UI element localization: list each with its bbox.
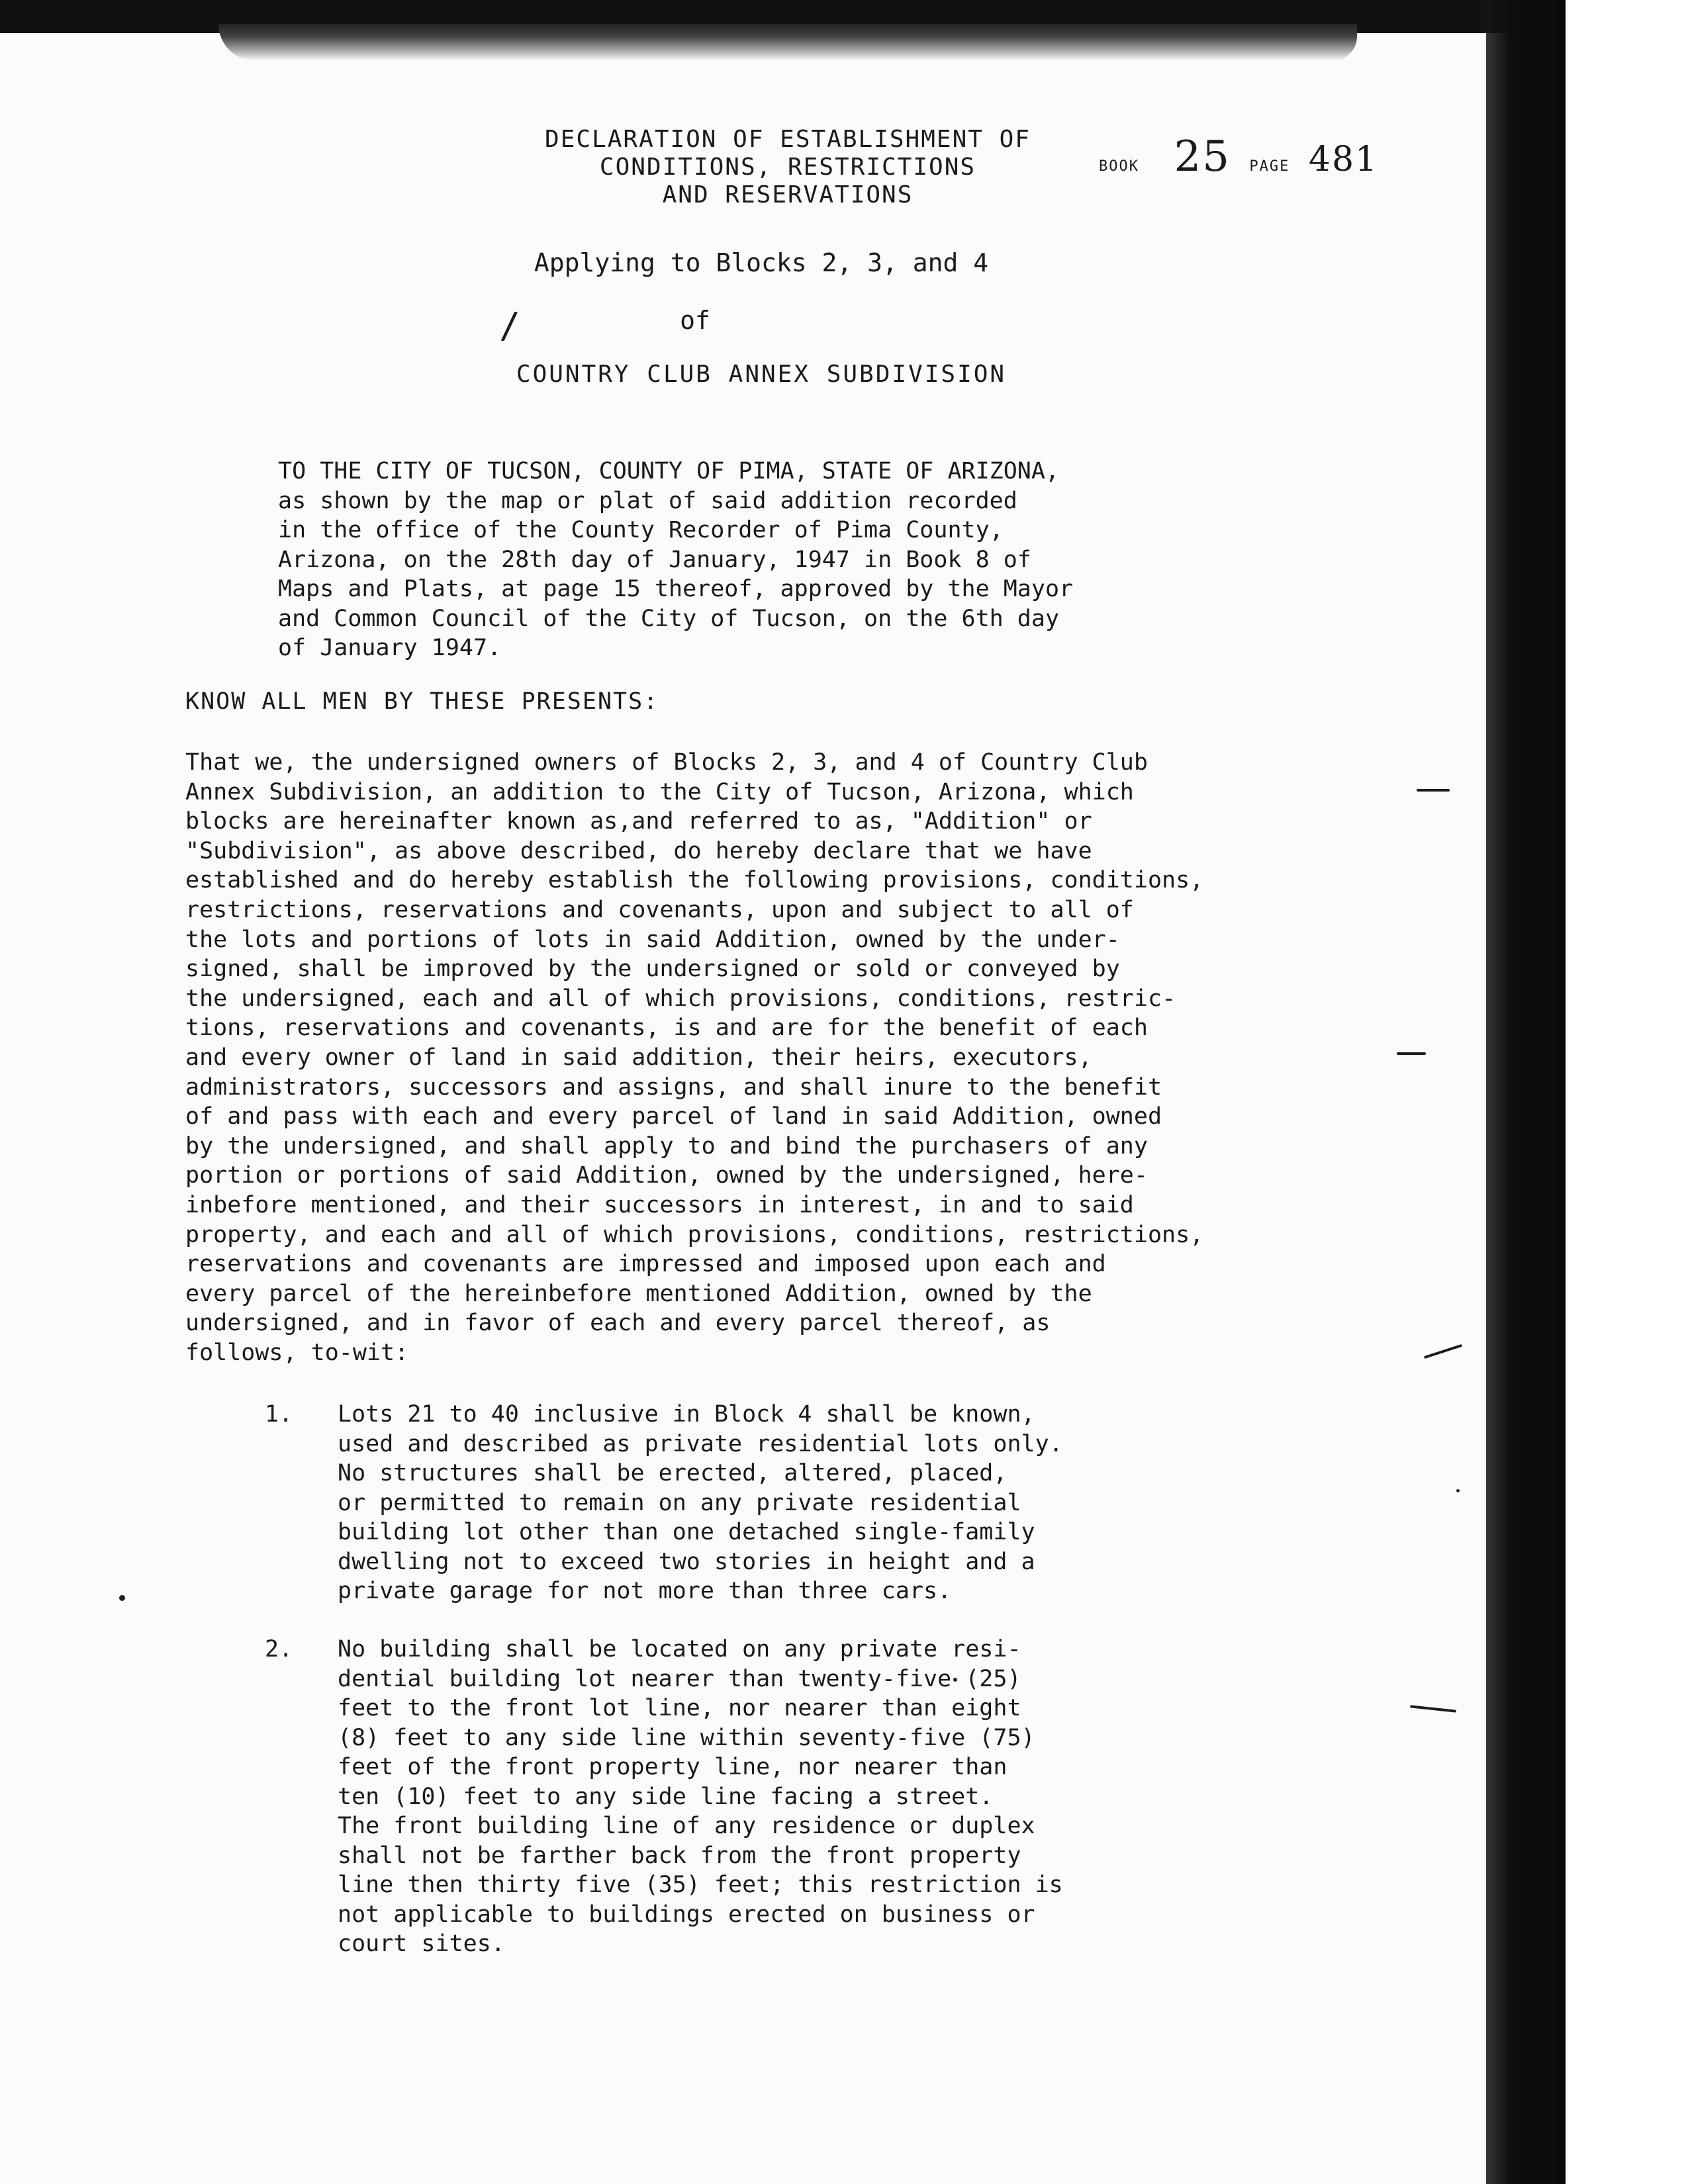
scan-speck — [119, 1595, 125, 1601]
margin-mark — [1410, 1705, 1456, 1712]
clause-text: No building shall be located on any private resi- dential building lot nearer than twenty-five (25) feet to the front lot line, nor nearer than eight (8) feet to any side line within seventy-five (75) feet of the front property line, nor nearer than ten (10) feet to any side line facing a street. The front building line of any residence or duplex shall not be farther back from the front property line then thirty five (35) feet; this restriction is not applicable to buildings erected on business or court sites. — [338, 1636, 1063, 1957]
book-number: 25 — [1174, 132, 1231, 181]
clause-number: 2. — [265, 1636, 293, 1662]
document-title — [490, 126, 1086, 209]
scan-top-smear — [218, 24, 1357, 61]
clause-text: Lots 21 to 40 inclusive in Block 4 shall be known, used and described as private residential lots only. No structures shall be erected, altered, placed, or permitted to remain on any private residential building lot other than one detached single-family dwelling not to exceed two stories in height and a private garage for not more than three cars. — [338, 1401, 1063, 1604]
handwritten-slash-mark: / — [500, 304, 519, 348]
title-line: CONDITIONS, RESTRICTIONS — [599, 154, 976, 181]
page-label: PAGE — [1249, 158, 1290, 175]
main-paragraph: That we, the undersigned owners of Blocks 2, 3, and 4 of Country Club Annex Subdivision, an addition to the City of Tucson, Arizona, which blocks are hereinafter known as,and referred to as, "Addition" or "Subdivision", as above described, do hereby declare that we have established and do hereby establish the following provisions, conditions, restrictions, reservations and covenants, upon and subject to all of the lots and portions of lots in said Addition, owned by the under- signed, shall be improved by the undersigned or sold or conveyed by the undersigned, each and all of which provisions, conditions, restric- tions, reservations and covenants, is and are for the benefit of each and every owner of land in said addition, their heirs, executors, administrators, successors and assigns, and shall inure to the benefit of and pass with each and every parcel of land in said Addition, owned by the undersigned, and shall apply to and bind the purchasers of any portion or portions of said Addition, owned by the undersigned, here- inbefore mentioned, and their successors in interest, in and to said property, and each and all of which provisions, conditions, restrictions, reservations and covenants are impressed and imposed upon each and every parcel of the hereinbefore mentioned Addition, owned by the undersigned, and in favor of each and every parcel thereof, as follows, to-wit: — [185, 749, 1204, 1366]
book-page-reference — [1099, 132, 1378, 181]
scan-right-edge — [1486, 0, 1566, 2184]
subdivision-name: COUNTRY CLUB ANNEX SUBDIVISION — [516, 361, 1007, 388]
page-number: 481 — [1308, 140, 1379, 179]
clause-number: 1. — [265, 1401, 293, 1428]
intro-paragraph: TO THE CITY OF TUCSON, COUNTY OF PIMA, STATE OF ARIZONA, as shown by the map or plat of said addition recorded in the office of the County Recorder of Pima County, Arizona, on the 28th day of January, 1947 in Book 8 of Maps and Plats, at page 15 thereof, approved by the Mayor and Common Council of the City of Tucson, on the 6th day of January 1947. — [278, 458, 1074, 661]
of-line: of — [680, 306, 710, 335]
scan-speck — [1456, 1489, 1460, 1492]
book-label: BOOK — [1099, 158, 1139, 175]
title-line: AND RESERVATIONS — [662, 181, 914, 208]
scan-right-margin — [1566, 0, 1688, 2184]
title-line: DECLARATION OF ESTABLISHMENT OF — [545, 126, 1031, 153]
salutation: KNOW ALL MEN BY THESE PRESENTS: — [185, 688, 659, 715]
applying-line: Applying to Blocks 2, 3, and 4 — [534, 248, 989, 277]
